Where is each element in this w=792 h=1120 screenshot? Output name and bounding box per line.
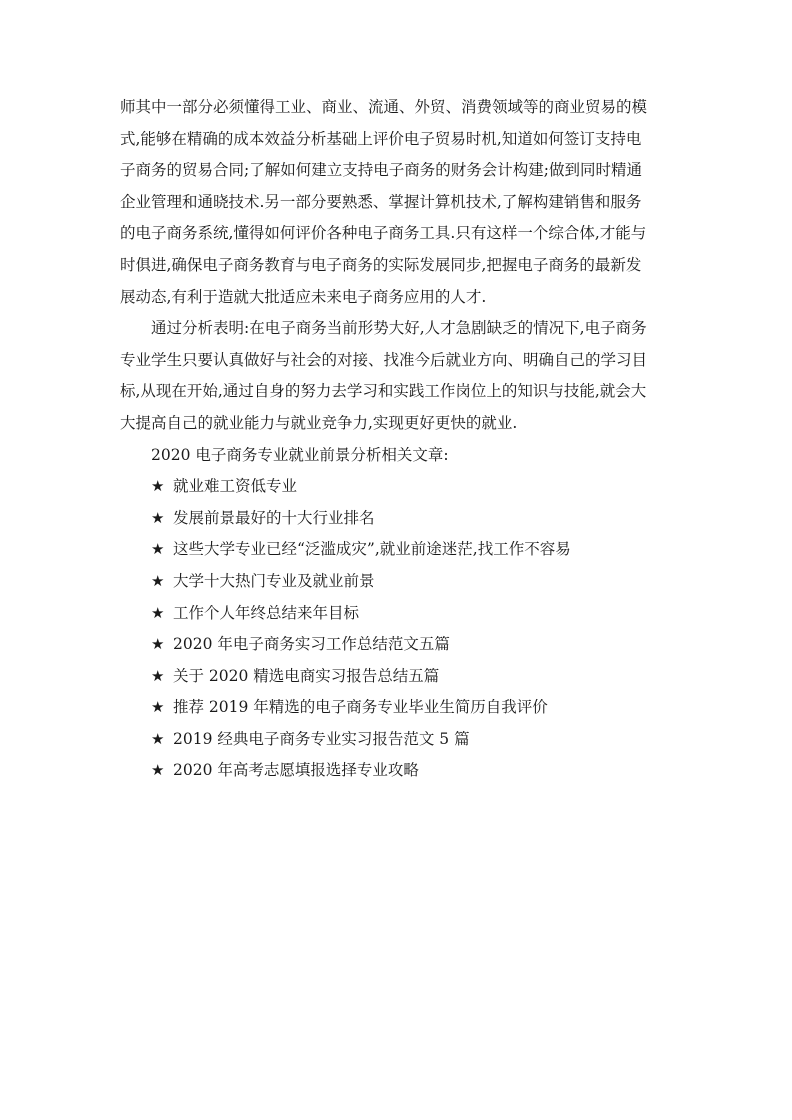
related-article-title[interactable]: 工作个人年终总结来年目标 xyxy=(173,603,360,622)
related-article-title[interactable]: 推荐 2019 年精选的电子商务专业毕业生简历自我评价 xyxy=(173,698,548,717)
related-article-title[interactable]: 2019 经典电子商务专业实习报告范文 5 篇 xyxy=(173,729,470,748)
related-article-title[interactable]: 大学十大热门专业及就业前景 xyxy=(173,571,375,590)
paragraph-line: 大提高自己的就业能力与就业竞争力,实现更好更快的就业. xyxy=(120,413,518,432)
paragraph-line: 通过分析表明:在电子商务当前形势大好,人才急剧缺乏的情况下,电子商务 xyxy=(151,319,647,338)
related-article-link[interactable] xyxy=(151,629,676,661)
star-icon: ★ xyxy=(151,666,165,685)
related-article-link[interactable] xyxy=(151,471,676,503)
star-icon: ★ xyxy=(151,635,165,654)
related-article-title[interactable]: 发展前景最好的十大行业排名 xyxy=(173,508,375,527)
related-article-link[interactable] xyxy=(151,755,676,787)
related-article-title[interactable]: 关于 2020 精选电商实习报告总结五篇 xyxy=(173,666,440,685)
star-icon: ★ xyxy=(151,540,165,559)
star-icon: ★ xyxy=(151,508,165,527)
paragraph-line: 标,从现在开始,通过自身的努力去学习和实践工作岗位上的知识与技能,就会大 xyxy=(120,382,647,401)
star-icon: ★ xyxy=(151,603,165,622)
paragraph-line: 师其中一部分必须懂得工业、商业、流通、外贸、消费领域等的商业贸易的模 xyxy=(120,98,648,116)
related-article-link[interactable] xyxy=(151,661,676,693)
related-article-link[interactable] xyxy=(151,566,676,598)
star-icon: ★ xyxy=(151,571,165,590)
related-article-link[interactable] xyxy=(151,724,676,756)
body-paragraph-2 xyxy=(120,313,676,439)
paragraph-line: 展动态,有利于造就大批适应未来电子商务应用的人才. xyxy=(120,287,487,306)
paragraph-line: 的电子商务系统,懂得如何评价各种电子商务工具.只有这样一个综合体,才能与 xyxy=(120,224,647,243)
related-article-title[interactable]: 2020 年高考志愿填报选择专业攻略 xyxy=(173,761,419,780)
paragraph-line: 式,能够在精确的成本效益分析基础上评价电子贸易时机,知道如何签订支持电 xyxy=(120,129,642,148)
related-article-link[interactable] xyxy=(151,503,676,535)
paragraph-line: 子商务的贸易合同;了解如何建立支持电子商务的财务会计构建;做到同时精通 xyxy=(120,161,642,180)
related-article-link[interactable] xyxy=(151,692,676,724)
document-page xyxy=(120,92,676,787)
related-article-title[interactable]: 就业难工资低专业 xyxy=(173,477,298,496)
star-icon: ★ xyxy=(151,477,165,496)
paragraph-line: 专业学生只要认真做好与社会的对接、找准今后就业方向、明确自己的学习目 xyxy=(120,350,648,369)
star-icon: ★ xyxy=(151,729,165,748)
related-articles-title: 2020 电子商务专业就业前景分析相关文章: xyxy=(151,445,449,464)
related-article-title[interactable]: 2020 年电子商务实习工作总结范文五篇 xyxy=(173,635,450,654)
star-icon: ★ xyxy=(151,761,165,780)
related-article-link[interactable] xyxy=(151,534,676,566)
related-article-link[interactable] xyxy=(151,598,676,630)
body-paragraph-1 xyxy=(120,92,676,313)
paragraph-line: 企业管理和通晓技术.另一部分要熟悉、掌握计算机技术,了解构建销售和服务 xyxy=(120,192,642,211)
star-icon: ★ xyxy=(151,698,165,717)
related-article-title[interactable]: 这些大学专业已经“泛滥成灾”,就业前途迷茫,找工作不容易 xyxy=(173,540,571,559)
related-articles-list xyxy=(120,471,676,787)
paragraph-line: 时俱进,确保电子商务教育与电子商务的实际发展同步,把握电子商务的最新发 xyxy=(120,255,642,274)
